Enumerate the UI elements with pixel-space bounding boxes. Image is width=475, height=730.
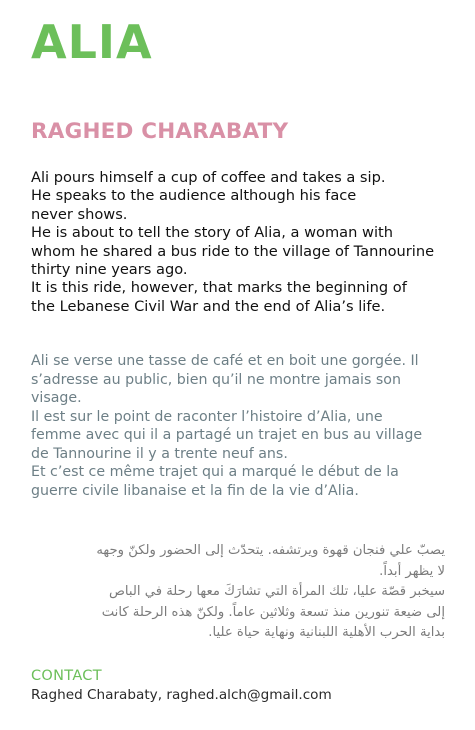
french-synopsis — [31, 352, 445, 500]
french-line: Ali se verse une tasse de café et en boit une gorgée. Il — [31, 353, 419, 369]
english-line: Ali pours himself a cup of coffee and takes a sip. — [31, 169, 386, 186]
french-line: s’adresse au public, bien qu’il ne montre jamais son — [31, 371, 401, 388]
french-line: Et c’est ce même trajet qui a marqué le début de la — [31, 464, 399, 480]
french-line: femme avec qui il a partagé un trajet en bus au village — [31, 427, 423, 443]
english-line: It is this ride, however, that marks the beginning of — [31, 279, 407, 297]
english-line: He is about to tell the story of Alia, a woman with — [31, 224, 393, 242]
french-line: guerre civile libanaise et la fin de la vie d’Alia. — [31, 482, 359, 499]
arabic-line: سيخبر قصّة عليا، تلك المرأة التي تشارَكَ معها رحلة في الباص — [108, 584, 445, 600]
french-line: de Tannourine il y a trente neuf ans. — [31, 445, 288, 462]
english-line: thirty nine years ago. — [31, 261, 188, 279]
arabic-line: لا يظهر أبداً. — [379, 563, 445, 579]
arabic-line: إلى ضيعة تنورين منذ تسعة وثلاثين عاماً. ولكنّ هذه الرحلة كانت — [101, 604, 445, 620]
french-line: visage. — [31, 390, 82, 406]
arabic-line: يصبّ علي فنجان قهوة ويرتشفه. يتحدّث إلى الحضور ولكنّ وجهه — [96, 543, 445, 558]
arabic-synopsis — [31, 541, 445, 644]
french-line: Il est sur le point de raconter l’histoire d’Alia, une — [31, 408, 383, 425]
arabic-line: بداية الحرب الأهلية اللبنانية ونهاية حياة عليا. — [208, 625, 445, 641]
author-name: RAGHED CHARABATY — [31, 119, 289, 144]
english-line: He speaks to the audience although his face — [31, 187, 357, 205]
english-synopsis — [31, 169, 445, 316]
page-title: ALIA — [31, 15, 153, 69]
english-line: whom he shared a bus ride to the village of Tannourine — [31, 242, 435, 260]
contact-heading: CONTACT — [31, 668, 102, 684]
english-line: never shows. — [31, 205, 128, 223]
contact-info: Raghed Charabaty, raghed.alch@gmail.com — [31, 687, 332, 703]
english-line: the Lebanese Civil War and the end of Alia’s life. — [31, 297, 386, 315]
